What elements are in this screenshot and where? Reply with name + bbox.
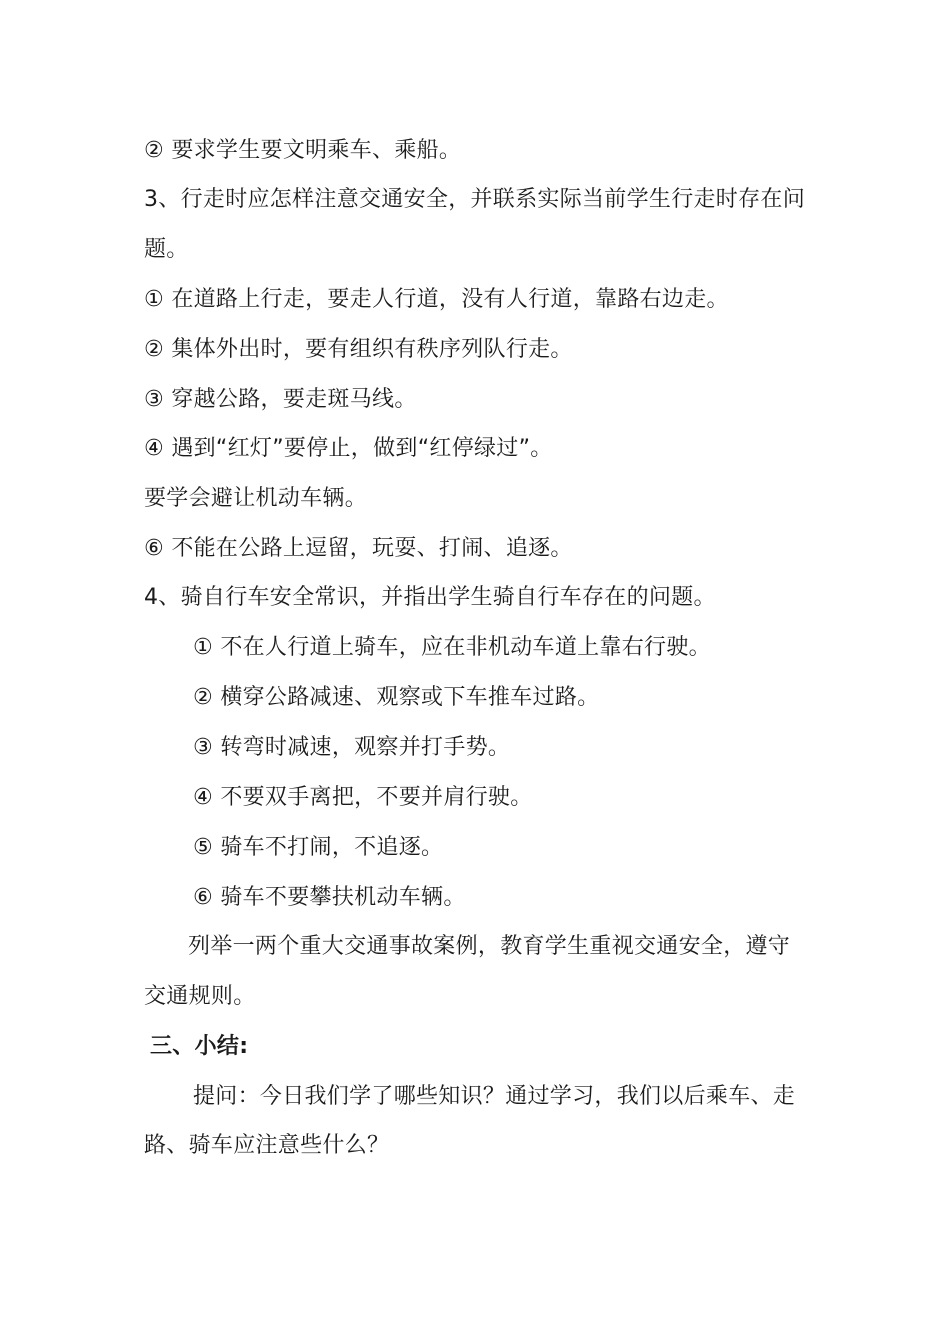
text-line: ② 要求学生要文明乘车、乘船。 <box>144 138 462 163</box>
list-item: ④ 不要双手离把，不要并肩行驶。 <box>193 785 533 810</box>
list-item: ① 不在人行道上骑车，应在非机动车道上靠右行驶。 <box>193 635 711 660</box>
text-line: 题。 <box>144 237 189 262</box>
list-item: ① 在道路上行走，要走人行道，没有人行道，靠路右边走。 <box>144 287 729 312</box>
list-item: ② 横穿公路减速、观察或下车推车过路。 <box>193 685 600 710</box>
list-item: 要学会避让机动车辆。 <box>144 486 368 511</box>
paragraph-line: 交通规则。 <box>144 984 256 1009</box>
section-3-heading: 3、行走时应怎样注意交通安全，并联系实际当前学生行走时存在问 <box>144 187 805 212</box>
list-item: ⑤ 骑车不打闹，不追逐。 <box>193 835 444 860</box>
list-item: ⑥ 不能在公路上逗留，玩耍、打闹、追逐。 <box>144 536 573 561</box>
list-item: ⑥ 骑车不要攀扶机动车辆。 <box>193 885 466 910</box>
paragraph-line: 路、骑车应注意些什么？ <box>144 1133 390 1158</box>
summary-heading: 三、小结: <box>150 1034 249 1059</box>
list-item: ③ 转弯时减速，观察并打手势。 <box>193 735 511 760</box>
list-item: ④ 遇到“红灯”要停止，做到“红停绿过”。 <box>144 436 553 461</box>
section-4-heading: 4、骑自行车安全常识，并指出学生骑自行车存在的问题。 <box>144 585 716 610</box>
paragraph-line: 提问：今日我们学了哪些知识？通过学习，我们以后乘车、走 <box>193 1084 796 1109</box>
list-item: ③ 穿越公路，要走斑马线。 <box>144 387 417 412</box>
paragraph-line: 列举一两个重大交通事故案例，教育学生重视交通安全，遵守 <box>188 934 791 959</box>
list-item: ② 集体外出时，要有组织有秩序列队行走。 <box>144 337 573 362</box>
